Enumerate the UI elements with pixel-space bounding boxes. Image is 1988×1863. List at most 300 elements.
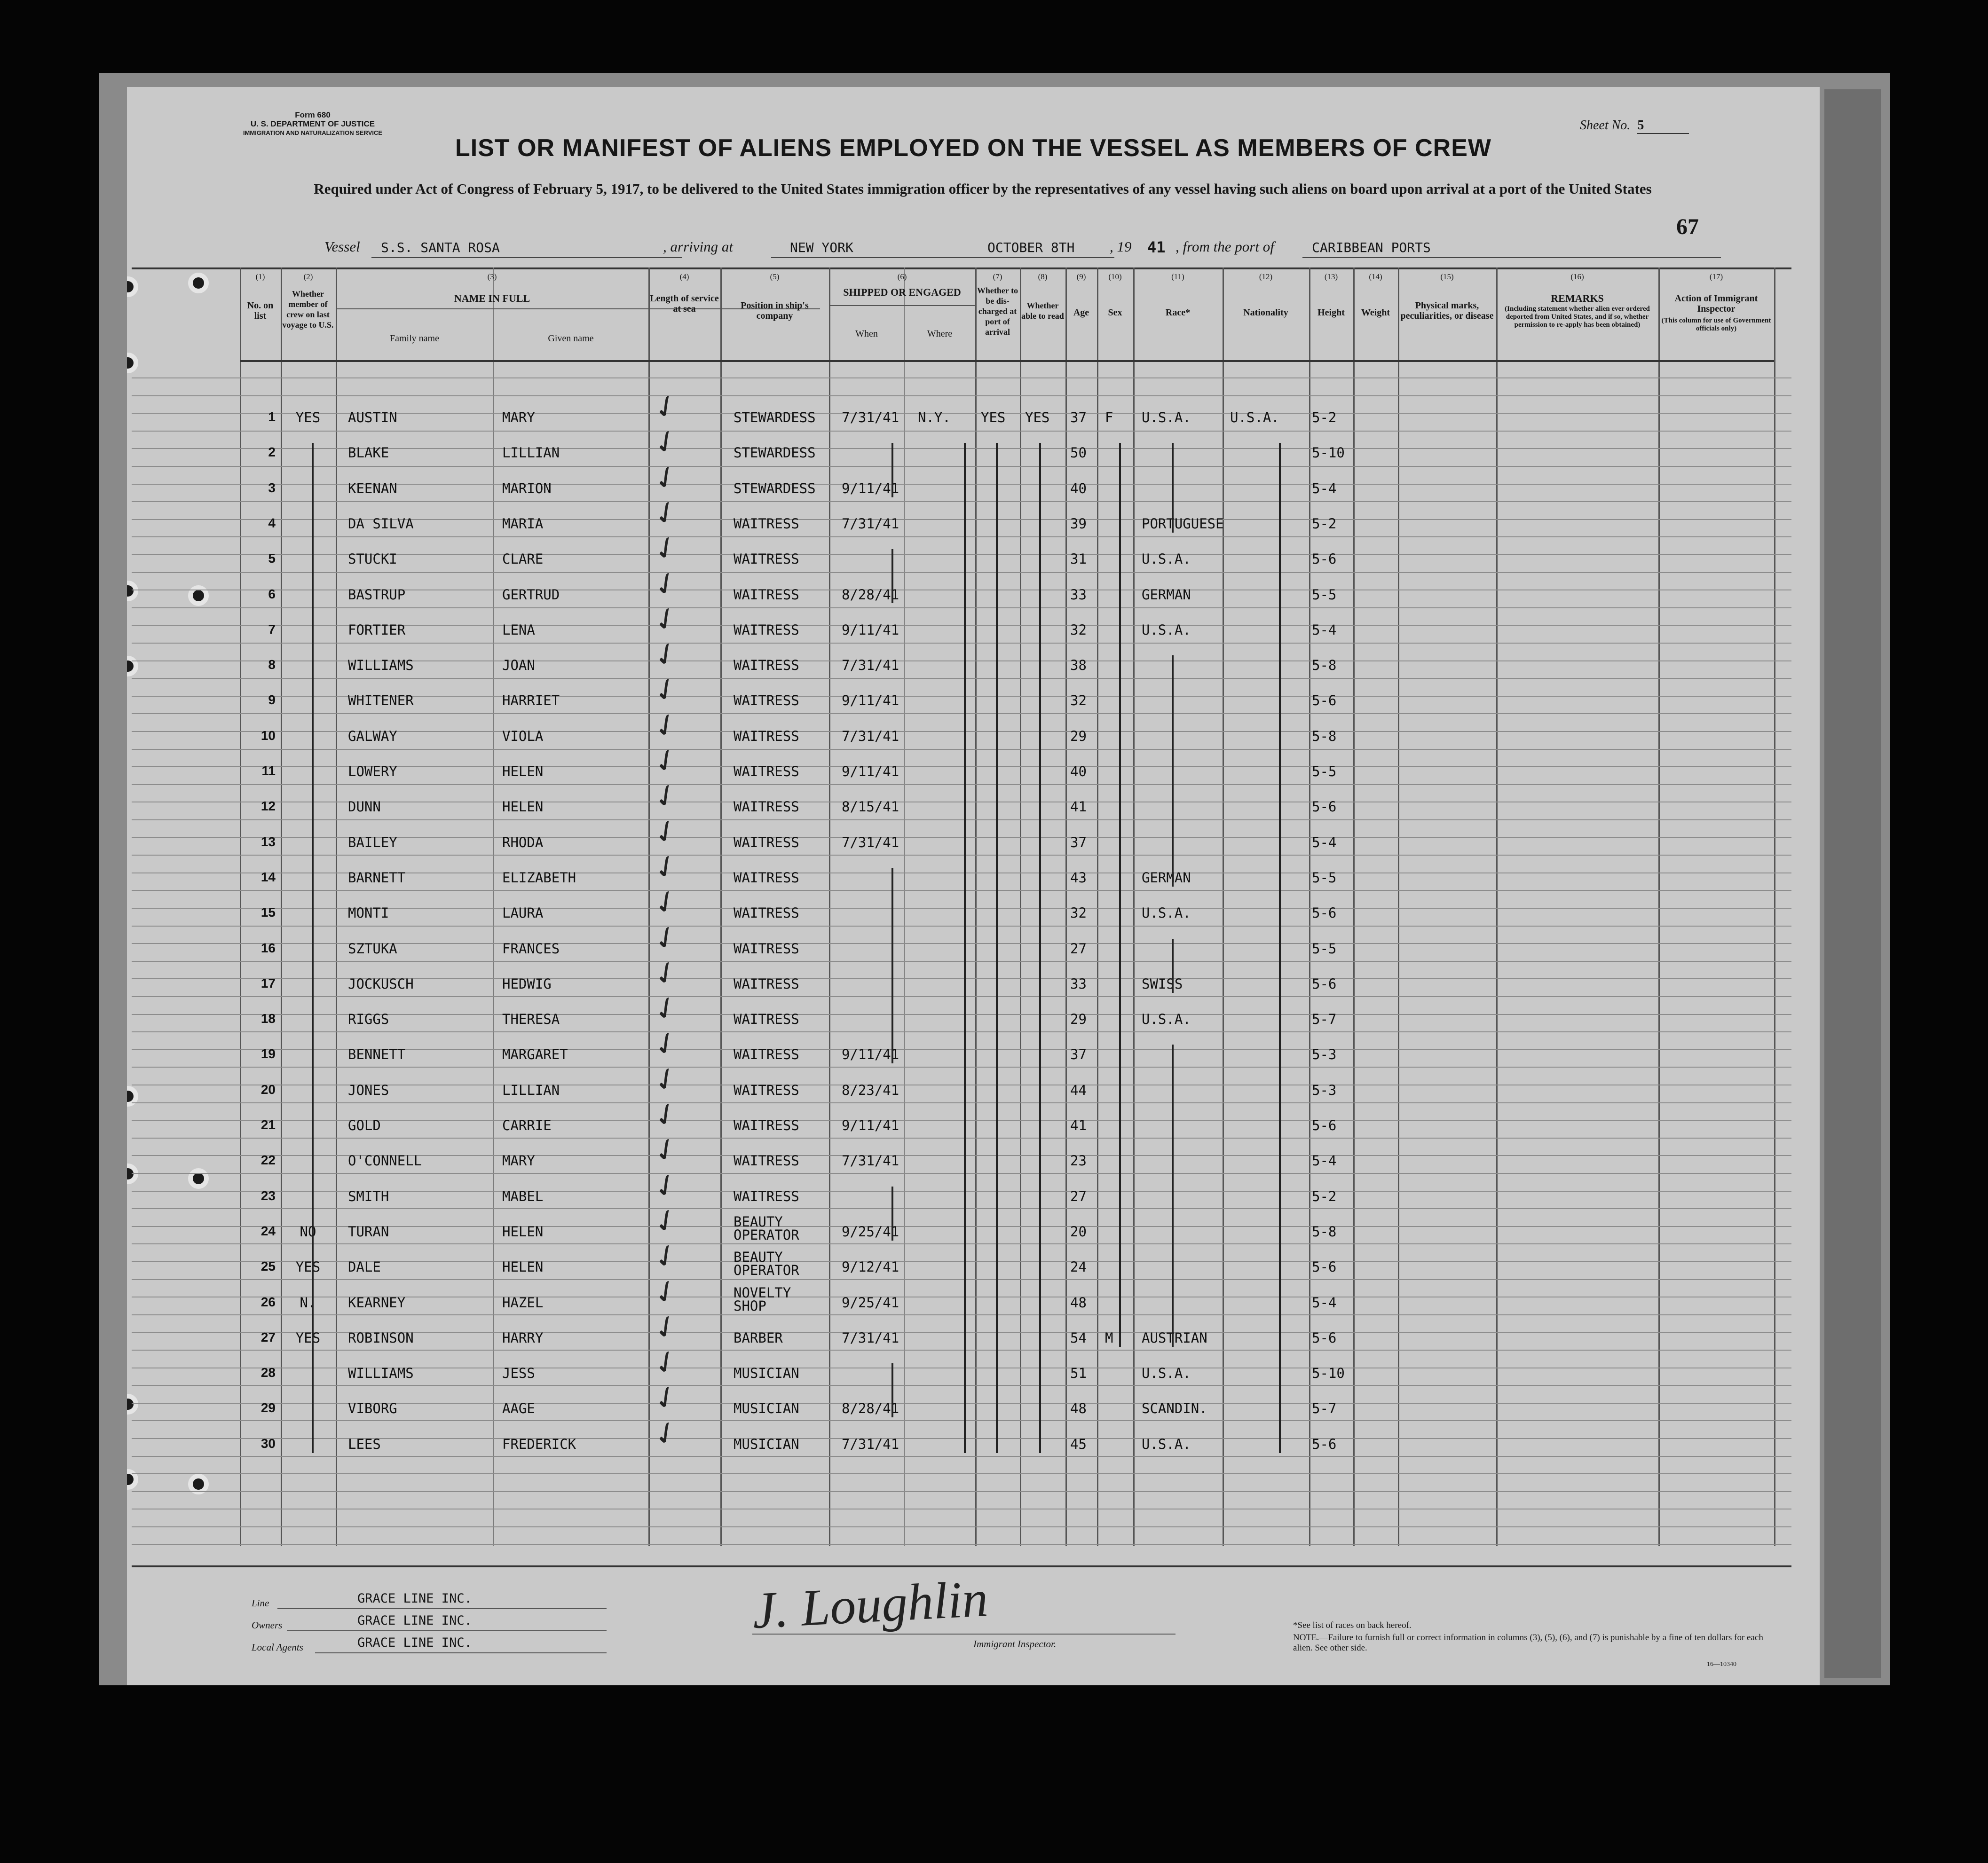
row-28-given: JESS [502, 1365, 535, 1382]
header-where: Where [927, 329, 953, 339]
check-mark: ✓ [647, 775, 686, 818]
check-mark: ✓ [647, 952, 686, 995]
row-6-when: 8/28/41 [842, 586, 899, 603]
row-2-family: BLAKE [348, 445, 389, 461]
ruling-line [132, 1173, 1791, 1174]
header-shipped: SHIPPED OR ENGAGED [843, 286, 961, 298]
row-2-height: 5-10 [1312, 445, 1345, 461]
ditto-stroke [891, 443, 893, 497]
ruling-line [132, 961, 1791, 962]
row-5-given: CLARE [502, 551, 544, 567]
row-19-no: 19 [260, 1046, 276, 1061]
col-num-16: (16) [1570, 272, 1584, 281]
header-action: Action of Immigrant Inspector [1674, 293, 1758, 314]
row-25-height: 5-6 [1312, 1259, 1337, 1275]
row-25-position: BEAUTY OPERATOR [734, 1249, 799, 1279]
row-28-family: WILLIAMS [348, 1365, 414, 1382]
row-4-when: 7/31/41 [842, 515, 899, 532]
row-30-when: 7/31/41 [842, 1436, 899, 1452]
header-sex: Sex [1108, 307, 1122, 318]
row-1-age: 37 [1070, 409, 1087, 425]
row-28-race: U.S.A. [1142, 1365, 1191, 1382]
ditto-stroke [891, 1187, 893, 1241]
row-14-age: 43 [1070, 869, 1087, 886]
row-27-no: 27 [260, 1329, 276, 1344]
row-24-when: 9/25/41 [842, 1223, 899, 1240]
row-17-position: WAITRESS [734, 975, 799, 992]
ruling-line [132, 926, 1791, 927]
row-6-race: GERMAN [1142, 586, 1191, 603]
vessel-name: S.S. SANTA ROSA [381, 240, 500, 255]
row-27-family: ROBINSON [348, 1329, 414, 1346]
row-1-no: 1 [268, 409, 276, 424]
row-5-no: 5 [268, 551, 276, 566]
row-15-race: U.S.A. [1142, 905, 1191, 921]
check-mark: ✓ [647, 1412, 686, 1455]
ditto-stroke [1172, 939, 1174, 993]
row-14-family: BARNETT [348, 869, 406, 886]
row-5-race: U.S.A. [1142, 551, 1191, 567]
row-20-when: 8/23/41 [842, 1082, 899, 1098]
ruling-line [132, 1138, 1791, 1139]
row-7-no: 7 [268, 621, 276, 637]
row-29-height: 5-7 [1312, 1400, 1337, 1417]
check-mark: ✓ [647, 917, 686, 959]
row-24-given: HELEN [502, 1223, 544, 1240]
header-action-note: (This column for use of Government officials only) [1661, 317, 1771, 332]
row-1-when: 7/31/41 [842, 409, 899, 425]
check-mark: ✓ [647, 385, 686, 429]
row-11-height: 5-5 [1312, 763, 1337, 779]
sheet-label: Sheet No. [1580, 118, 1631, 133]
row-29-age: 48 [1070, 1400, 1087, 1417]
ruling-line [132, 996, 1791, 997]
row-30-height: 5-6 [1312, 1436, 1337, 1452]
row-1-height: 5-2 [1312, 409, 1337, 425]
row-8-height: 5-8 [1312, 657, 1337, 674]
row-16-height: 5-5 [1312, 940, 1337, 957]
ruling-line [132, 1544, 1791, 1545]
check-mark: ✓ [647, 421, 686, 464]
ruling-line [132, 855, 1791, 856]
row-15-family: MONTI [348, 905, 389, 921]
header-weight: Weight [1361, 307, 1390, 318]
row-21-when: 9/11/41 [842, 1117, 899, 1133]
ruling-line [132, 643, 1791, 644]
check-mark: ✓ [647, 563, 686, 605]
print-code: 16—10340 [1707, 1661, 1736, 1668]
check-mark: ✓ [647, 1306, 686, 1349]
from-port-underline [1302, 257, 1721, 258]
col-num-3: (3) [487, 272, 497, 281]
ditto-stroke [891, 868, 893, 1064]
ruling-line [132, 819, 1791, 820]
crew-manifest-table [132, 267, 1791, 1546]
year-prefix: , 19 [1110, 238, 1132, 255]
row-6-family: BASTRUP [348, 586, 406, 603]
col-num-15: (15) [1440, 272, 1454, 281]
arrival-year: 41 [1147, 238, 1166, 256]
row-9-given: HARRIET [502, 692, 560, 709]
header-able-read: Whether able to read [1021, 301, 1064, 321]
row-11-age: 40 [1070, 763, 1087, 779]
form-header [235, 110, 390, 137]
row-13-age: 37 [1070, 834, 1087, 850]
races-note: *See list of races on back hereof. [1293, 1620, 1412, 1630]
row-2-given: LILLIAN [502, 445, 560, 461]
row-25-when: 9/12/41 [842, 1259, 899, 1275]
row-30-no: 30 [260, 1436, 276, 1451]
fine-note: NOTE.—Failure to furnish full or correct information in columns (3), (5), (6), and (7) is punishable by a fine of ten dollars for each alien. See other side. [1293, 1633, 1763, 1653]
row-14-no: 14 [260, 869, 276, 884]
inspector-signature: J. Loughlin [751, 1569, 989, 1640]
row-8-given: JOAN [502, 657, 535, 674]
row-14-height: 5-5 [1312, 869, 1337, 886]
row-5-age: 31 [1070, 551, 1087, 567]
row-4-no: 4 [268, 515, 276, 530]
row-26-voyage: N. [300, 1294, 316, 1311]
row-10-position: WAITRESS [734, 728, 799, 744]
row-13-when: 7/31/41 [842, 834, 899, 850]
row-26-given: HAZEL [502, 1294, 544, 1311]
check-mark: ✓ [647, 1023, 686, 1066]
row-12-position: WAITRESS [734, 799, 799, 815]
row-17-height: 5-6 [1312, 975, 1337, 992]
header-when: When [855, 329, 878, 339]
ruling-line [132, 1456, 1791, 1457]
row-4-race: PORTUGUESE [1142, 515, 1224, 532]
row-19-position: WAITRESS [734, 1046, 799, 1063]
form-number: Form 680 [295, 110, 331, 119]
row-29-no: 29 [260, 1400, 276, 1415]
row-22-no: 22 [260, 1153, 276, 1168]
row-7-position: WAITRESS [734, 621, 799, 638]
row-28-height: 5-10 [1312, 1365, 1345, 1382]
row-24-voyage: NO [300, 1223, 316, 1240]
ruling-line [132, 536, 1791, 537]
header-no-on-list: No. on list [247, 300, 274, 321]
ruling-line [132, 1314, 1791, 1315]
row-2-age: 50 [1070, 445, 1087, 461]
row-12-age: 41 [1070, 799, 1087, 815]
row-3-height: 5-4 [1312, 480, 1337, 496]
col-num-9: (9) [1076, 272, 1086, 281]
row-18-height: 5-7 [1312, 1011, 1337, 1028]
row-1-nationality: U.S.A. [1230, 409, 1279, 425]
row-17-no: 17 [260, 975, 276, 990]
header-age: Age [1073, 307, 1089, 318]
line-value: GRACE LINE INC. [357, 1591, 472, 1606]
row-29-position: MUSICIAN [734, 1400, 799, 1417]
row-3-family: KEENAN [348, 480, 397, 496]
row-10-when: 7/31/41 [842, 728, 899, 744]
row-30-position: MUSICIAN [734, 1436, 799, 1452]
row-18-position: WAITRESS [734, 1011, 799, 1028]
header-remarks-note: (Including statement whether alien ever ordered deported from United States, and if so, whether permission to re-apply has been obtained) [1505, 305, 1650, 329]
row-2-no: 2 [268, 445, 276, 460]
page-mark: 67 [1676, 214, 1699, 239]
row-8-no: 8 [268, 657, 276, 672]
row-24-position: BEAUTY OPERATOR [734, 1213, 799, 1243]
header-given-name: Given name [548, 333, 594, 344]
row-26-height: 5-4 [1312, 1294, 1337, 1311]
row-24-family: TURAN [348, 1223, 389, 1240]
row-10-family: GALWAY [348, 728, 397, 744]
row-25-no: 25 [260, 1259, 276, 1274]
row-18-given: THERESA [502, 1011, 560, 1028]
row-6-height: 5-5 [1312, 586, 1337, 603]
row-27-age: 54 [1070, 1329, 1087, 1346]
row-30-age: 45 [1070, 1436, 1087, 1452]
row-30-race: U.S.A. [1142, 1436, 1191, 1452]
check-mark: ✓ [647, 881, 686, 924]
row-22-age: 23 [1070, 1153, 1087, 1169]
row-25-age: 24 [1070, 1259, 1087, 1275]
ruling-line [132, 466, 1791, 467]
agents-label: Local Agents [252, 1642, 303, 1653]
row-12-height: 5-6 [1312, 799, 1337, 815]
row-3-position: STEWARDESS [734, 480, 816, 496]
row-6-position: WAITRESS [734, 586, 799, 603]
row-15-given: LAURA [502, 905, 544, 921]
row-16-age: 27 [1070, 940, 1087, 957]
service-name: IMMIGRATION AND NATURALIZATION SERVICE [243, 129, 383, 136]
row-4-position: WAITRESS [734, 515, 799, 532]
col-num-8: (8) [1038, 272, 1048, 281]
row-8-when: 7/31/41 [842, 657, 899, 674]
row-12-family: DUNN [348, 799, 381, 815]
row-11-given: HELEN [502, 763, 544, 779]
check-mark: ✓ [647, 1200, 686, 1243]
row-13-height: 5-4 [1312, 834, 1337, 850]
ruling-line [132, 572, 1791, 573]
ditto-stroke [1172, 1045, 1174, 1346]
row-16-given: FRANCES [502, 940, 560, 957]
row-1-discharged: YES [981, 409, 1006, 425]
header-race: Race* [1165, 307, 1191, 318]
page-subtitle: Required under Act of Congress of February 5, 1917, to be delivered to the United States immigration officer by the representatives of any vessel having such aliens on board upon arrival at a port of the United States [314, 181, 1652, 197]
ditto-stroke [1119, 443, 1121, 1347]
row-29-race: SCANDIN. [1142, 1400, 1207, 1417]
department-name: U. S. DEPARTMENT OF JUSTICE [250, 119, 375, 128]
row-28-age: 51 [1070, 1365, 1087, 1382]
ruling-line [132, 890, 1791, 891]
row-23-age: 27 [1070, 1188, 1087, 1204]
ditto-stroke [891, 1363, 893, 1417]
check-mark: ✓ [647, 1377, 686, 1420]
owners-label: Owners [252, 1619, 283, 1631]
row-5-position: WAITRESS [734, 551, 799, 567]
row-7-height: 5-4 [1312, 621, 1337, 638]
header-last-voyage: Whether member of crew on last voyage to U.S. [282, 289, 334, 330]
sheet-number [1580, 118, 1689, 134]
row-26-no: 26 [260, 1294, 276, 1309]
row-13-given: RHODA [502, 834, 544, 850]
row-14-position: WAITRESS [734, 869, 799, 886]
sheet-value: 5 [1637, 118, 1689, 134]
ditto-stroke [964, 443, 966, 1453]
row-22-given: MARY [502, 1153, 535, 1169]
col-num-6: (6) [897, 272, 907, 281]
row-23-height: 5-2 [1312, 1188, 1337, 1204]
row-27-height: 5-6 [1312, 1329, 1337, 1346]
row-9-when: 9/11/41 [842, 692, 899, 709]
row-11-when: 9/11/41 [842, 763, 899, 779]
ruling-line [132, 713, 1791, 714]
row-27-race: AUSTRIAN [1142, 1329, 1207, 1346]
row-15-position: WAITRESS [734, 905, 799, 921]
row-22-when: 7/31/41 [842, 1153, 899, 1169]
row-14-given: ELIZABETH [502, 869, 576, 886]
row-27-when: 7/31/41 [842, 1329, 899, 1346]
check-mark: ✓ [647, 1271, 686, 1313]
row-26-when: 9/25/41 [842, 1294, 899, 1311]
row-12-given: HELEN [502, 799, 544, 815]
col-num-14: (14) [1369, 272, 1382, 281]
row-8-family: WILLIAMS [348, 657, 414, 674]
row-23-given: MABEL [502, 1188, 544, 1204]
row-4-age: 39 [1070, 515, 1087, 532]
col-num-13: (13) [1324, 272, 1338, 281]
ruling-line [132, 1473, 1791, 1474]
row-6-age: 33 [1070, 586, 1087, 603]
inspector-label: Immigrant Inspector. [973, 1638, 1057, 1650]
header-nationality: Nationality [1243, 307, 1288, 318]
header-length-service: Length of service at sea [650, 293, 719, 314]
row-24-no: 24 [260, 1223, 276, 1238]
row-7-race: U.S.A. [1142, 621, 1191, 638]
row-15-height: 5-6 [1312, 905, 1337, 921]
row-4-height: 5-2 [1312, 515, 1337, 532]
row-21-age: 41 [1070, 1117, 1087, 1133]
row-19-height: 5-3 [1312, 1046, 1337, 1063]
row-4-given: MARIA [502, 515, 544, 532]
row-29-family: VIBORG [348, 1400, 397, 1417]
col-num-10: (10) [1108, 272, 1122, 281]
row-12-no: 12 [260, 799, 276, 814]
manifest-page [127, 87, 1820, 1685]
ditto-stroke [891, 549, 893, 603]
table-top-border [132, 267, 1791, 269]
col-num-5: (5) [770, 272, 780, 281]
row-30-family: LEES [348, 1436, 381, 1452]
row-4-family: DA SILVA [348, 515, 414, 532]
check-mark: ✓ [647, 1093, 686, 1137]
page-edge [1824, 89, 1881, 1678]
row-28-no: 28 [260, 1365, 276, 1380]
check-mark: ✓ [647, 1164, 686, 1207]
ruling-line [132, 1031, 1791, 1032]
ditto-stroke [1039, 443, 1041, 1453]
row-15-age: 32 [1070, 905, 1087, 921]
check-mark: ✓ [647, 633, 686, 676]
check-mark: ✓ [647, 704, 686, 747]
check-mark: ✓ [647, 1341, 686, 1384]
row-11-no: 11 [261, 763, 276, 778]
row-22-height: 5-4 [1312, 1153, 1337, 1169]
row-13-position: WAITRESS [734, 834, 799, 850]
ruling-line [132, 1420, 1791, 1421]
row-21-height: 5-6 [1312, 1117, 1337, 1133]
row-1-position: STEWARDESS [734, 409, 816, 425]
row-10-age: 29 [1070, 728, 1087, 744]
check-mark: ✓ [647, 598, 686, 641]
row-25-voyage: YES [295, 1259, 321, 1275]
row-7-when: 9/11/41 [842, 621, 899, 638]
arrival-date: OCTOBER 8TH [987, 240, 1075, 255]
row-6-no: 6 [268, 586, 276, 601]
row-9-family: WHITENER [348, 692, 414, 709]
row-5-family: STUCKI [348, 551, 397, 567]
row-18-no: 18 [260, 1011, 276, 1026]
row-25-family: DALE [348, 1259, 381, 1275]
header-discharged: Whether to be dis-charged at port of arrival [977, 286, 1018, 337]
header-remarks: REMARKS [1551, 292, 1604, 304]
row-15-no: 15 [260, 905, 276, 920]
arriving-port: NEW YORK [790, 240, 853, 255]
check-mark: ✓ [647, 810, 686, 853]
row-28-position: MUSICIAN [734, 1365, 799, 1382]
ruling-line [132, 1243, 1791, 1244]
row-10-no: 10 [260, 728, 276, 743]
row-20-given: LILLIAN [502, 1082, 560, 1098]
check-mark: ✓ [647, 1129, 686, 1172]
row-19-family: BENNETT [348, 1046, 406, 1063]
header-family-name: Family name [390, 333, 439, 344]
row-21-family: GOLD [348, 1117, 381, 1133]
ruling-line [132, 784, 1791, 785]
vessel-label: Vessel [324, 238, 360, 255]
ruling-line [132, 607, 1791, 608]
col-num-1: (1) [255, 272, 265, 281]
row-9-position: WAITRESS [734, 692, 799, 709]
row-22-family: O'CONNELL [348, 1153, 422, 1169]
date-underline [978, 257, 1114, 258]
ruling-line [132, 1102, 1791, 1103]
row-16-no: 16 [260, 940, 276, 955]
col-num-12: (12) [1259, 272, 1273, 281]
row-23-position: WAITRESS [734, 1188, 799, 1204]
row-16-family: SZTUKA [348, 940, 397, 957]
check-mark: ✓ [647, 987, 686, 1030]
col-num-17: (17) [1709, 272, 1723, 281]
ruling-line [132, 1067, 1791, 1068]
row-20-no: 20 [260, 1082, 276, 1097]
row-1-given: MARY [502, 409, 535, 425]
ruling-line [132, 1385, 1791, 1386]
row-9-age: 32 [1070, 692, 1087, 709]
ruling-line [132, 377, 1791, 378]
vessel-underline [371, 257, 682, 258]
agents-value: GRACE LINE INC. [357, 1635, 472, 1650]
check-mark: ✓ [647, 669, 686, 712]
row-19-when: 9/11/41 [842, 1046, 899, 1063]
row-3-age: 40 [1070, 480, 1087, 496]
row-7-family: FORTIER [348, 621, 406, 638]
row-6-given: GERTRUD [502, 586, 560, 603]
ruling-line [132, 431, 1791, 432]
row-19-age: 37 [1070, 1046, 1087, 1063]
row-1-read: YES [1025, 409, 1050, 425]
row-10-height: 5-8 [1312, 728, 1337, 744]
row-21-position: WAITRESS [734, 1117, 799, 1133]
check-mark: ✓ [647, 846, 686, 889]
row-1-voyage: YES [295, 409, 321, 425]
row-23-family: SMITH [348, 1188, 389, 1204]
row-18-age: 29 [1070, 1011, 1087, 1028]
row-3-given: MARION [502, 480, 552, 496]
check-mark: ✓ [647, 739, 686, 783]
